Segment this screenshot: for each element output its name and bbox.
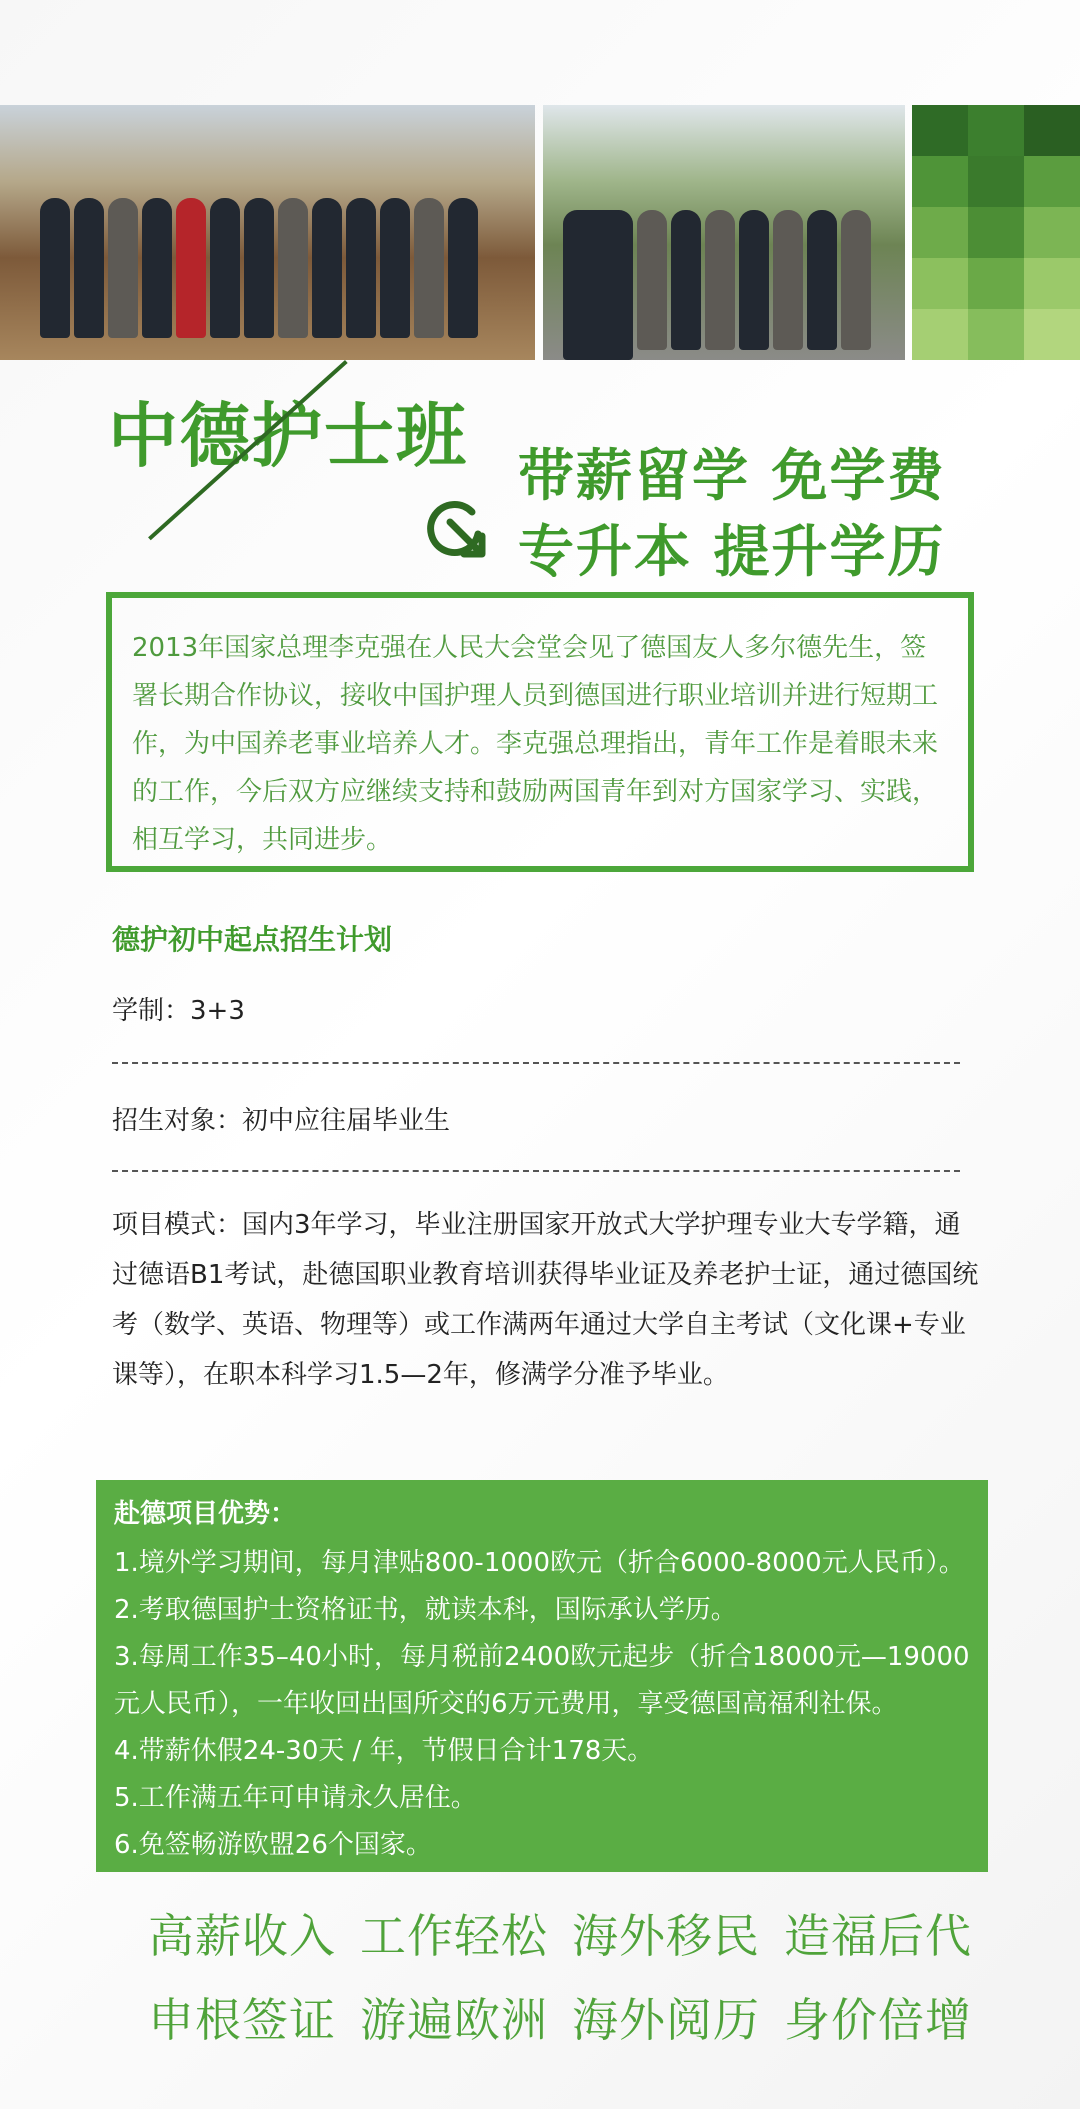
intro-text: 2013年国家总理李克强在人民大会堂会见了德国友人多尔德先生，签署长期合作协议，接收中国护理人员到德国进行职业培训并进行短期工作，为中国养老事业培养人才。李克强总理指出，青年工作是着眼未来的工作，今后双方应继续支持和鼓励两国青年到对方国家学习、实践，相互学习，共同进步。 [132,633,939,855]
intro-box [106,592,974,872]
subtitle-line-2: 专升本 提升学历 [518,520,946,585]
advantage-item: 6.免签畅游欧盟26个国家。 [114,1830,432,1860]
subtitle-line-1: 带薪留学 免学费 [518,444,946,509]
photo-figures [40,198,478,338]
slogan: 工作轻松 [360,1909,548,1963]
slogan: 申根签证 [148,1993,336,2047]
advantages-title: 赴德项目优势： [114,1499,297,1529]
photo-delegation [0,105,535,360]
slogan: 海外移民 [572,1909,760,1963]
slogan-row-2 [148,1984,972,2050]
advantages-box [96,1480,988,1872]
slogan: 身价倍增 [784,1993,972,2047]
plan-mode: 项目模式：国内3年学习，毕业注册国家开放式大学护理专业大专学籍，通过德语B1考试，赴德国职业教育培训获得毕业证及养老护士证，通过德国统考（数学、英语、物理等）或工作满两年通过大学自主考试（文化课+专业课等），在职本科学习1.5—2年，修满学分准予毕业。 [112,1210,979,1390]
advantage-item: 2.考取德国护士资格证书，就读本科，国际承认学历。 [114,1595,737,1625]
dashed-divider [112,1170,960,1172]
green-mosaic [912,105,1080,360]
plan-duration: 学制：3+3 [112,996,245,1026]
slogan: 造福后代 [784,1909,972,1963]
advantage-item: 4.带薪休假24-30天 / 年，节假日合计178天。 [114,1736,654,1766]
slogans [148,1900,972,2068]
slogan-row-1 [148,1900,972,1966]
slogan: 游遍欧洲 [360,1993,548,2047]
top-banner [0,105,1080,360]
advantage-item: 1.境外学习期间，每月津贴800-1000欧元（折合6000-8000元人民币）。 [114,1548,965,1578]
dashed-divider [112,1062,960,1064]
slogan: 海外阅历 [572,1993,760,2047]
slogan: 高薪收入 [148,1909,336,1963]
page-title: 中德护士班 [108,395,468,477]
photo-figures [563,210,871,360]
plan-title: 德护初中起点招生计划 [112,923,393,956]
advantage-item: 3.每周工作35–40小时，每月税前2400欧元起步（折合18000元—19000元人民币），一年收回出国所交的6万元费用，享受德国高福利社保。 [114,1642,970,1719]
advantage-item: 5.工作满五年可申请永久居住。 [114,1783,477,1813]
plan-target: 招生对象：初中应往届毕业生 [112,1106,451,1136]
circular-arrow-icon [420,492,490,562]
photo-students [543,105,905,360]
